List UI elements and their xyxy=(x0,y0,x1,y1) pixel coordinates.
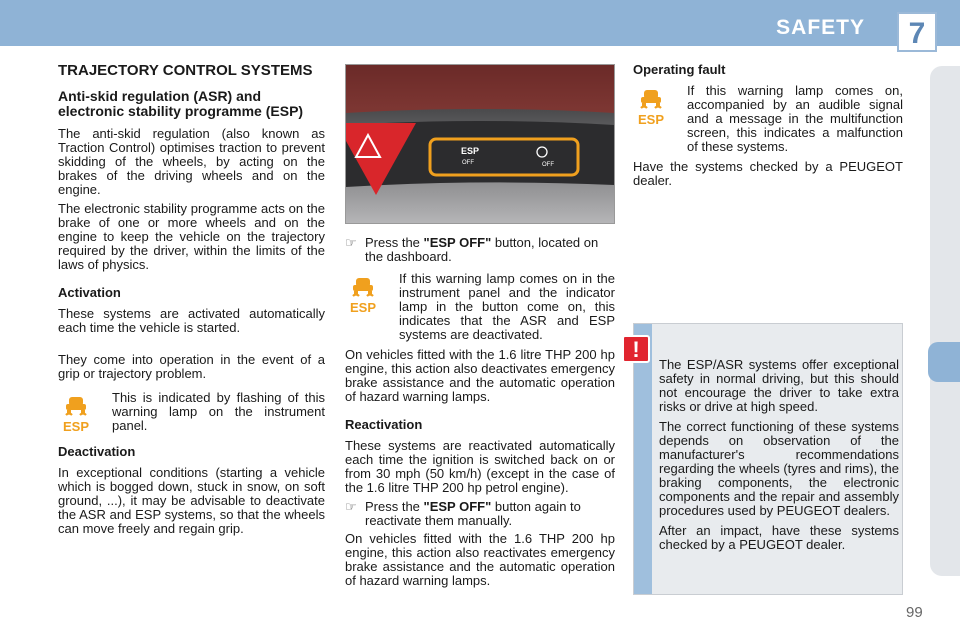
thp-paragraph: On vehicles fitted with the 1.6 litre THP 200 hp engine, this action also deactivates emergency brake assistance and the automatic operation of hazard warning lamps. xyxy=(345,347,615,404)
reactivation-heading: Reactivation xyxy=(345,417,423,432)
svg-text:ESP: ESP xyxy=(637,112,665,126)
fault-lamp-description: If this warning lamp comes on, accompanied by an audible signal and a message in the multifunction screen, this indicates a malfunction of these systems. xyxy=(687,83,903,154)
bullet-text: Press the xyxy=(365,499,424,514)
esp-warning-icon xyxy=(345,272,399,314)
esp-off-button-sub: OFF xyxy=(462,160,474,166)
svg-text:ESP: ESP xyxy=(62,419,90,433)
chapter-number: 7 xyxy=(897,12,937,52)
esp-off-button-label: ESP xyxy=(461,146,480,156)
lamp-block-fault xyxy=(633,84,903,154)
esp-warning-icon xyxy=(633,84,687,126)
note-paragraph-2: The correct functioning of these systems depends on observation of the manufacturer's recommendations regarding the wheels (tyres and rims), the braking components, the electronic components and the repair and assembly procedures used by PEUGEOT dealers. xyxy=(659,419,899,518)
exclamation-icon: ! xyxy=(622,335,650,363)
lamp-description: If this warning lamp comes on in the instrument panel and the indicator lamp in the button come on, this indicates that the ASR and ESP systems are deactivated. xyxy=(399,271,615,342)
pointing-hand-icon: ☞ xyxy=(345,499,357,514)
esp-warning-icon xyxy=(58,391,112,433)
bullet-text: Press the xyxy=(365,235,424,250)
bullet-text-end: button again to reactivate them manually. xyxy=(365,499,581,528)
note-strip xyxy=(634,324,652,594)
note-paragraph-1: The ESP/ASR systems offer exceptional safety in normal driving, but this should not encourage the driver to take extra risks or drive at high speed. xyxy=(659,357,899,414)
bullet-press-esp-off-again xyxy=(345,500,615,528)
svg-text:ESP: ESP xyxy=(349,300,377,314)
operating-fault-heading: Operating fault xyxy=(633,62,726,77)
dashboard-photo xyxy=(345,64,615,224)
activation-heading: Activation xyxy=(58,285,121,300)
side-bar xyxy=(930,66,960,576)
section-subtitle: Anti-skid regulation (ASR) and electronic stability programme (ESP) xyxy=(58,88,304,119)
chapter-title: SAFETY xyxy=(776,16,865,39)
thp-paragraph-2: On vehicles fitted with the 1.6 THP 200 hp engine, this action also reactivates emergency brake assistance and the automatic operation of hazard warning lamps. xyxy=(345,531,615,588)
section-title: TRAJECTORY CONTROL SYSTEMS xyxy=(58,62,313,79)
asr-paragraph: The anti-skid regulation (also known as Traction Control) optimises traction to prevent skidding of the wheels, by acting on the brakes of the driving wheels and on the engine. xyxy=(58,126,325,197)
reactivation-paragraph: These systems are reactivated automatically each time the ignition is switched back on or from 30 mph (50 km/h) (except in the case of the 1.6 litre THP 200 hp petrol engine). xyxy=(345,438,615,495)
activation-paragraph-2: They come into operation in the event of a grip or trajectory problem. xyxy=(58,352,325,381)
note-paragraph-3: After an impact, have these systems checked by a PEUGEOT dealer. xyxy=(659,523,899,552)
side-tab[interactable] xyxy=(928,342,960,382)
fault-paragraph: Have the systems checked by a PEUGEOT dealer. xyxy=(633,159,903,188)
esp-paragraph: The electronic stability programme acts on the brake of one or more wheels and on the engine to keep the vehicle on the trajectory required by the driver, within the limits of the laws of physics. xyxy=(58,201,325,272)
pointing-hand-icon: ☞ xyxy=(345,235,357,250)
column-left xyxy=(58,63,325,541)
deactivation-paragraph: In exceptional conditions (starting a vehicle which is bogged down, stuck in snow, on soft ground, ...), it may be advisable to deactivate the ASR and ESP systems, so that the wheels can move freely and regain grip. xyxy=(58,465,325,536)
warning-note-box xyxy=(633,323,903,595)
esp-off-button-name: "ESP OFF" xyxy=(423,235,492,250)
activation-paragraph: These systems are activated automatically each time the vehicle is started. xyxy=(58,306,325,335)
esp-off-button-name: "ESP OFF" xyxy=(423,499,492,514)
bullet-text-end: button, located on the dashboard. xyxy=(365,235,599,264)
bullet-press-esp-off xyxy=(345,236,615,264)
lamp-description: This is indicated by flashing of this warning lamp on the instrument panel. xyxy=(112,390,325,433)
page-number: 99 xyxy=(906,604,923,621)
note-text xyxy=(659,358,899,558)
lock-button-sub: OFF xyxy=(542,162,554,168)
deactivation-heading: Deactivation xyxy=(58,444,136,459)
lamp-block-activation xyxy=(58,391,325,433)
column-right xyxy=(633,63,903,193)
lamp-block-deactivated xyxy=(345,272,615,342)
column-middle xyxy=(345,236,615,593)
